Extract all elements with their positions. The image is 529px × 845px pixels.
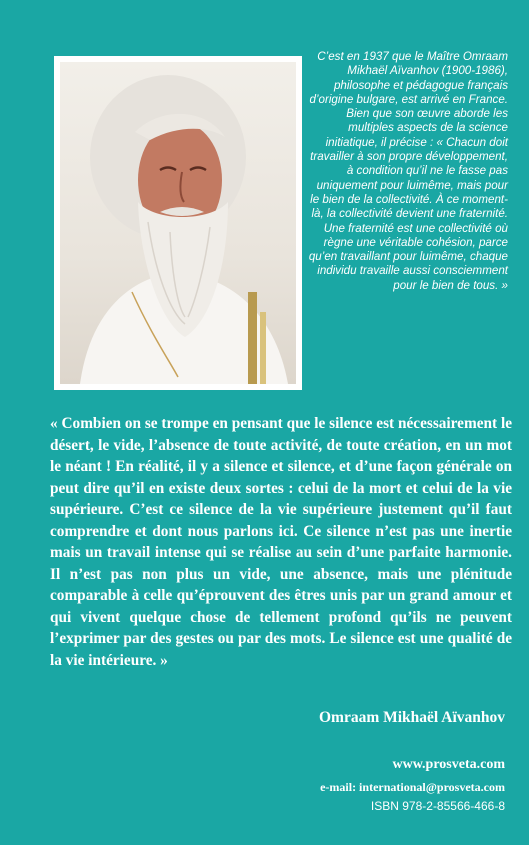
isbn-number: ISBN 978-2-85566-466-8 [370, 799, 505, 813]
portrait-illustration [60, 62, 296, 384]
portrait-photo-frame [54, 56, 302, 390]
quote-author: Omraam Mikhaël Aïvanhov [318, 709, 505, 726]
portrait-photo [60, 62, 296, 384]
email-address[interactable]: e-mail: international@prosveta.com [320, 780, 505, 794]
author-biography: C’est en 1937 que le Maître Omraam Mikhaël Aïvanhov (1900-1986), philosophe et pédagogue français d’origine bulgare, est arrivé en France. Bien que son œuvre aborde les multiples aspects de la science initiatique, il précise : « Chacun doit travailler à son propre développement, à condition qu’il ne le fasse pas uniquement pour luimême, mais pour le bien de la collectivité. À ce moment-là, la collectivité devient une fraternité. Une fraternité est une collectivité où règne une véritable cohésion, parce qu’en travaillant pour luimême, chaque individu travaille aussi consciemment pour le bien de tous. » [308, 50, 508, 292]
main-quote: « Combien on se trompe en pensant que le silence est nécessairement le désert, le vide, l’absence de toute activité, de toute création, en un mot le néant ! En réalité, il y a silence et silence, et d’une façon générale on peut dire qu’il en existe deux sortes : celui de la mort et celui de la vie supérieure. C’est ce silence de la vie supérieure justement qu’il faut comprendre et dont nous parlons ici. Ce silence n’est pas une inertie mais un travail intense qui se réalise au sein d’une parfaite harmonie. Il n’est pas non plus un vide, une absence, mais une plénitude comparable à celle qu’éprouvent des êtres unis par un grand amour et qui vivent quelque chose de tellement profond qu’ils ne peuvent l’exprimer par des gestes ou par des mots. Le silence est une qualité de la vie intérieure. » [50, 415, 512, 669]
website-link[interactable]: www.prosveta.com [392, 757, 505, 772]
